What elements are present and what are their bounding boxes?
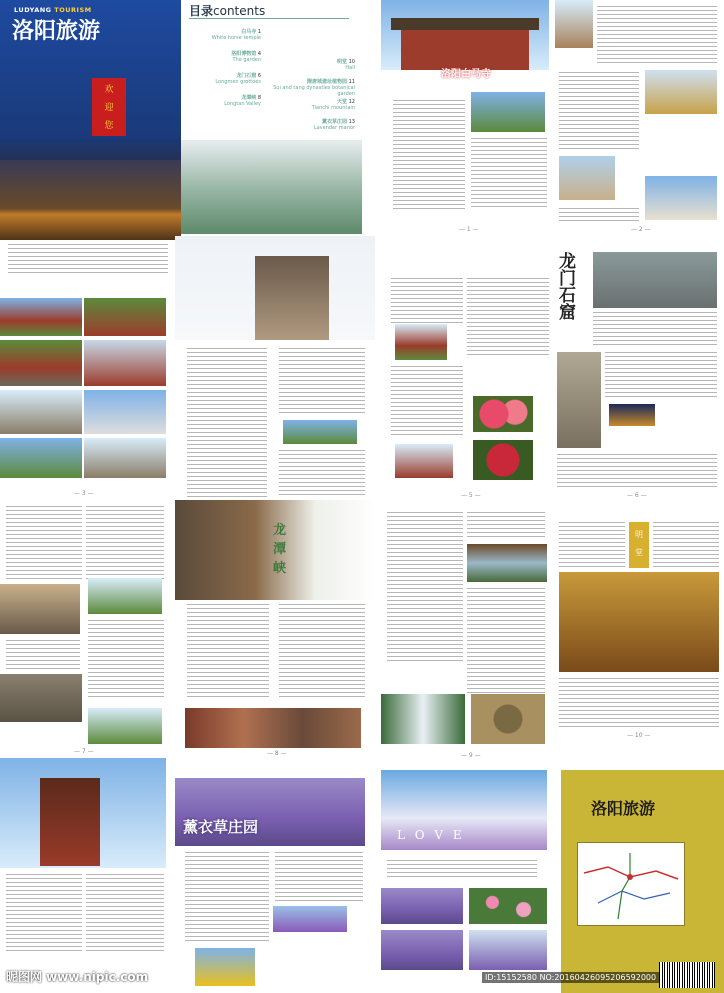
toc-title-en: contents	[213, 4, 266, 18]
toc-right-column	[269, 58, 355, 138]
hall-interior-photo	[559, 572, 719, 672]
text-block	[391, 366, 463, 438]
baima-page	[381, 0, 562, 248]
baima-gate-photo	[381, 0, 549, 70]
pavilion-photo	[175, 236, 375, 340]
lavender-path-photo	[469, 930, 547, 970]
text-block	[8, 244, 168, 274]
white-stupa-photo	[645, 176, 717, 220]
longtan-page	[175, 500, 375, 758]
welcome-char: 迎	[104, 103, 114, 113]
text-block	[6, 640, 80, 670]
site-watermark: 昵图网 www.nipic.com	[6, 970, 149, 984]
tower-photo	[0, 758, 166, 868]
dome-temple-photo	[559, 156, 615, 200]
temple-photo	[395, 444, 453, 478]
text-block	[559, 678, 719, 728]
text-block	[279, 604, 365, 698]
text-block	[467, 512, 545, 538]
text-block	[471, 138, 547, 210]
text-block	[187, 348, 267, 498]
welcome-badge	[92, 78, 126, 136]
cover-title-en-a: LUDYANG	[14, 6, 52, 14]
pavilion-page	[175, 236, 375, 502]
lavender-page	[175, 758, 375, 993]
text-block	[593, 312, 717, 346]
welcome-char: 欢	[104, 85, 114, 95]
toc-title-cn: 目录	[189, 4, 214, 18]
love-page	[381, 770, 562, 993]
toc-item[interactable]: 白马寺 1 White horse temple	[211, 29, 261, 41]
toc-item[interactable]: 明堂 10 Hall	[337, 59, 355, 71]
riverside-photo	[88, 708, 162, 744]
sunflower-photo	[195, 948, 255, 986]
pothole-photo	[471, 694, 545, 744]
peony-photo	[473, 440, 533, 480]
cosmos-photo	[469, 888, 547, 924]
cover-page	[0, 0, 181, 248]
love-word: L O V E	[397, 828, 465, 842]
text-block	[605, 352, 717, 400]
page-number: — 1 —	[459, 226, 479, 233]
text-block	[187, 604, 269, 698]
welcome-char: 您	[104, 121, 114, 131]
text-block	[559, 522, 625, 568]
peony-photo	[473, 396, 533, 432]
text-block	[467, 588, 545, 694]
text-block	[559, 72, 639, 150]
page-number: — 10 —	[627, 732, 651, 739]
gallery-photo	[84, 340, 166, 386]
peony-page	[381, 248, 562, 502]
buddha-statue-photo	[557, 352, 601, 448]
back-cover-page	[561, 770, 724, 993]
grottoes-photo	[593, 252, 717, 308]
text-block	[597, 6, 717, 66]
stream-photo	[467, 544, 547, 582]
cave-photo	[0, 584, 80, 634]
waterfall-page	[381, 508, 562, 758]
text-block	[467, 278, 549, 358]
text-block	[279, 348, 365, 414]
text-block	[275, 852, 363, 902]
text-block	[88, 620, 164, 700]
toc-page	[181, 0, 362, 248]
toc-item[interactable]: 薰衣草庄园 13 Lavender manor	[313, 119, 355, 131]
gallery-photo	[0, 298, 82, 336]
route-map	[577, 842, 685, 926]
temples-page	[553, 0, 724, 248]
carvings-photo	[0, 674, 82, 722]
text-block	[387, 512, 463, 662]
bridge-night-photo	[609, 404, 655, 426]
gallery-photo	[0, 340, 82, 386]
text-block	[185, 852, 269, 944]
baima-title: 洛阳白马寺	[441, 69, 491, 80]
text-block	[86, 874, 164, 954]
red-rock-photo	[185, 708, 361, 748]
page-number: — 2 —	[631, 226, 651, 233]
toc-item[interactable]: 龙潭峡 8 Longtan Valley	[224, 95, 261, 107]
page-number: — 6 —	[627, 492, 647, 499]
toc-left-column	[201, 28, 261, 116]
text-block	[653, 522, 719, 568]
id-watermark: ID:15152580 NO:20160426095206592000	[482, 972, 659, 983]
text-block	[391, 278, 463, 324]
longtan-title: 龙 潭 峡	[273, 523, 287, 576]
night-cityscape	[0, 160, 181, 248]
text-block	[557, 454, 717, 488]
text-block	[6, 874, 82, 954]
tianchi-page	[0, 758, 181, 993]
gallery-photo	[84, 298, 166, 336]
mingtang-badge: 明 堂	[629, 522, 649, 568]
lavender-field-photo	[381, 930, 463, 970]
cover-title: 洛阳旅游	[12, 18, 101, 44]
page-number: — 9 —	[461, 752, 481, 758]
pagoda-photo	[555, 0, 593, 48]
gallery-photo	[84, 438, 166, 478]
gallery-photo	[0, 438, 82, 478]
page-number: — 8 —	[267, 750, 287, 757]
text-block	[279, 450, 365, 498]
courtyard-photo	[283, 420, 357, 444]
temple-garden-photo	[395, 324, 447, 360]
toc-item[interactable]: 洛阳博物馆 4 The garden	[231, 51, 261, 63]
lavender-title: 薰衣草庄园	[183, 818, 259, 836]
baima-pagoda-photo	[471, 92, 545, 132]
page-number: — 5 —	[461, 492, 481, 499]
toc-item[interactable]: 天堂 12 Tianchi mountain	[311, 99, 355, 111]
page-number: — 7 —	[74, 748, 94, 755]
text-block	[387, 860, 537, 880]
toc-item[interactable]: 隋唐城遗址植物园 11 Sui and tang dynasties botanical garden	[273, 79, 355, 97]
landscape-photo	[88, 578, 162, 614]
page-number: — 3 —	[74, 490, 94, 497]
text-block	[559, 208, 639, 224]
lavender-field-photo	[381, 888, 463, 924]
gold-stupa-photo	[645, 70, 717, 114]
windmill-photo	[273, 906, 347, 932]
mingtang-page	[553, 508, 724, 758]
waterfall-photo	[381, 694, 465, 744]
toc-item[interactable]: 龙门石窟 6 Longmen grottoes	[215, 73, 261, 85]
intro-gallery-page	[0, 240, 181, 502]
text-block	[6, 506, 82, 582]
misty-mountains	[181, 140, 362, 234]
gallery-photo	[0, 390, 82, 434]
text-block	[86, 506, 164, 582]
route-map-lines	[578, 843, 686, 927]
toc-divider	[189, 18, 349, 19]
text-block	[393, 100, 465, 210]
longmen-page	[553, 248, 724, 502]
longmen-title: 龙 门 石 窟	[559, 252, 576, 323]
gallery-photo	[84, 390, 166, 434]
barcode	[659, 962, 715, 988]
back-title: 洛阳旅游	[591, 799, 656, 818]
grottoes-detail-page	[0, 502, 181, 758]
cover-title-en-b: TOURISM	[54, 6, 92, 14]
